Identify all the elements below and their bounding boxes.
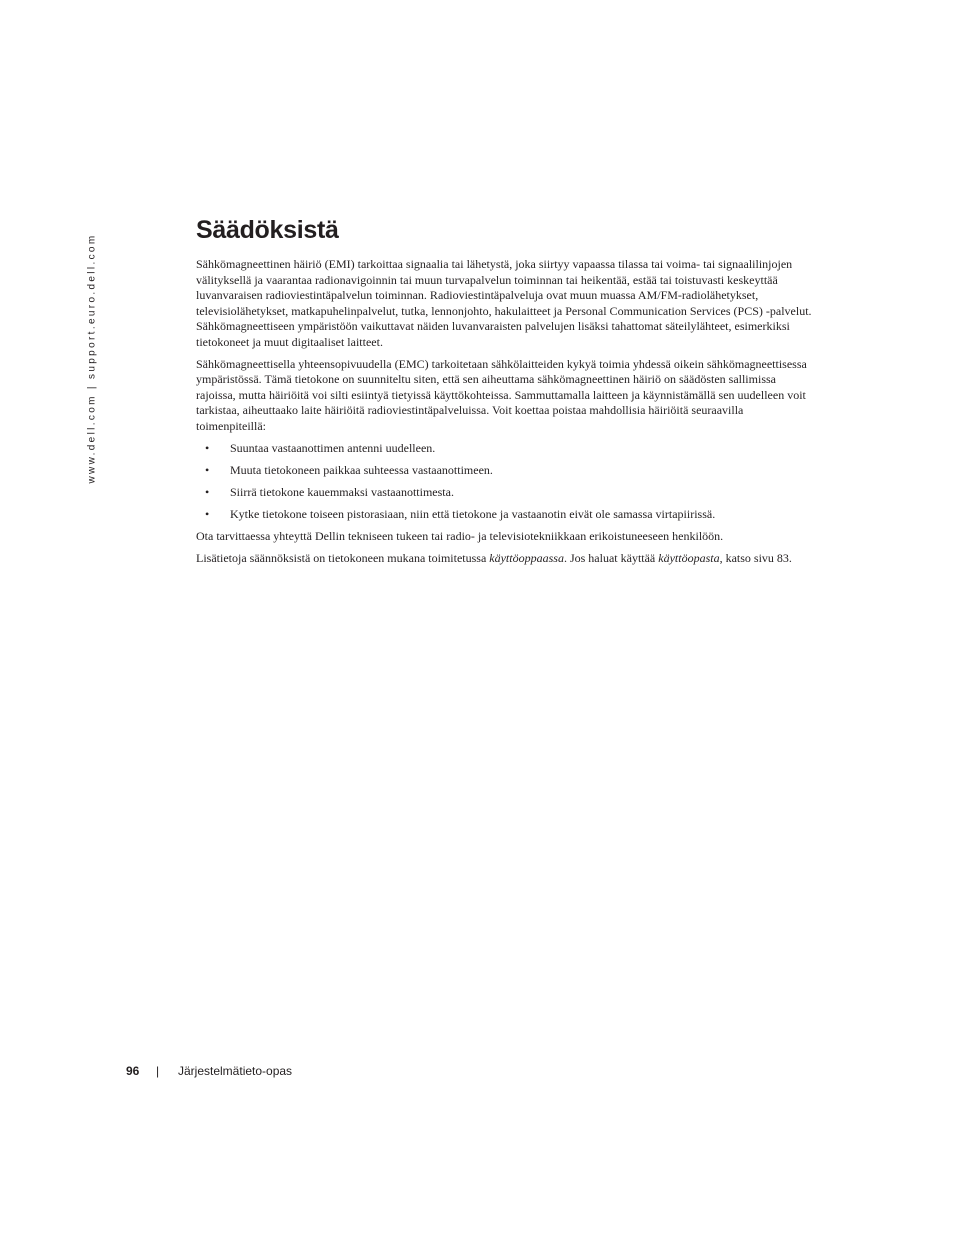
- side-url-margin: [84, 222, 100, 494]
- list-item: [196, 507, 816, 523]
- paragraph-more-info: [196, 551, 816, 567]
- bullet-icon: •: [205, 506, 210, 521]
- list-item-text: Kytke tietokone toiseen pistorasiaan, niin että tietokone ja vastaanotin eivät ole samassa virtapiirissä.: [230, 506, 716, 521]
- list-item: [196, 485, 816, 501]
- document-title: Järjestelmätieto-opas: [178, 1064, 293, 1078]
- more-info-text-1: Lisätietoja säännöksistä on tietokoneen mukana toimitetussa: [196, 550, 490, 565]
- bullet-list: [196, 441, 816, 523]
- list-item-text: Muuta tietokoneen paikkaa suhteessa vastaanottimeen.: [230, 462, 493, 477]
- manual-reference-2: käyttöopasta: [658, 550, 720, 565]
- bullet-icon: •: [205, 462, 210, 477]
- paragraph-support: Ota tarvittaessa yhteyttä Dellin tekniseen tukeen tai radio- ja televisiotekniikkaan erikoistuneeseen henkilöön.: [196, 528, 724, 543]
- paragraph-emc: Sähkömagneettisella yhteensopivuudella (EMC) tarkoitetaan sähkölaitteiden kykyä toimia yhdessä oikein sähkömagneettisessa ympäristössä. Tämä tietokone on suunniteltu siten, että sen aiheuttama sähkömagneettinen häiriö on säädösten sallimissa rajoissa, mutta häiriöitä voi silti esiintyä tietyissä käyttökohteissa. Sammuttamalla laitteen ja käynnistämällä sen uudelleen voit tarkistaa, aiheuttaako laite häiriöitä radioviestintäpalveluissa. Voit koettaa poistaa mahdollisia häiriöitä seuraavilla toimenpiteillä:: [196, 356, 807, 433]
- page-title: Säädöksistä: [196, 216, 339, 244]
- side-url-text: www.dell.com | support.euro.dell.com: [86, 232, 98, 484]
- list-item: [196, 441, 816, 457]
- page-number: 96: [126, 1064, 140, 1078]
- page-content: [196, 214, 816, 572]
- bullet-icon: •: [205, 484, 210, 499]
- list-item: [196, 463, 816, 479]
- footer-separator: |: [156, 1064, 160, 1078]
- manual-reference-1: käyttöoppaassa: [489, 550, 564, 565]
- list-item-text: Siirrä tietokone kauemmaksi vastaanottimesta.: [230, 484, 454, 499]
- list-item-text: Suuntaa vastaanottimen antenni uudelleen.: [230, 440, 436, 455]
- more-info-text-3: , katso sivu 83.: [719, 550, 792, 565]
- more-info-text-2: . Jos haluat käyttää: [563, 550, 659, 565]
- paragraph-emi: Sähkömagneettinen häiriö (EMI) tarkoittaa signaalia tai lähetystä, joka siirtyy vapaassa tilassa tai voima- tai signaalilinjojen välityksellä ja vaarantaa radionavigoinnin tai muun turvapalvelun toiminnan tai heikentää, estää tai toistuvasti keskeyttää luvanvaraisen radioviestintäpalvelun toiminnan. Radioviestintäpalveluja ovat muun muassa AM/FM-radiolähetykset, televisiolähetykset, matkapuhelinpalvelut, tutka, lennonjohto, hakulaitteet ja Personal Communication Services (PCS) -palvelut. Sähkömagneettiseen ympäristöön vaikuttavat näiden luvanvaraisten palvelujen lisäksi tahattomat säteilylähteet, esimerkiksi tietokoneet ja muut digitaaliset laitteet.: [196, 257, 812, 349]
- bullet-icon: •: [205, 440, 210, 455]
